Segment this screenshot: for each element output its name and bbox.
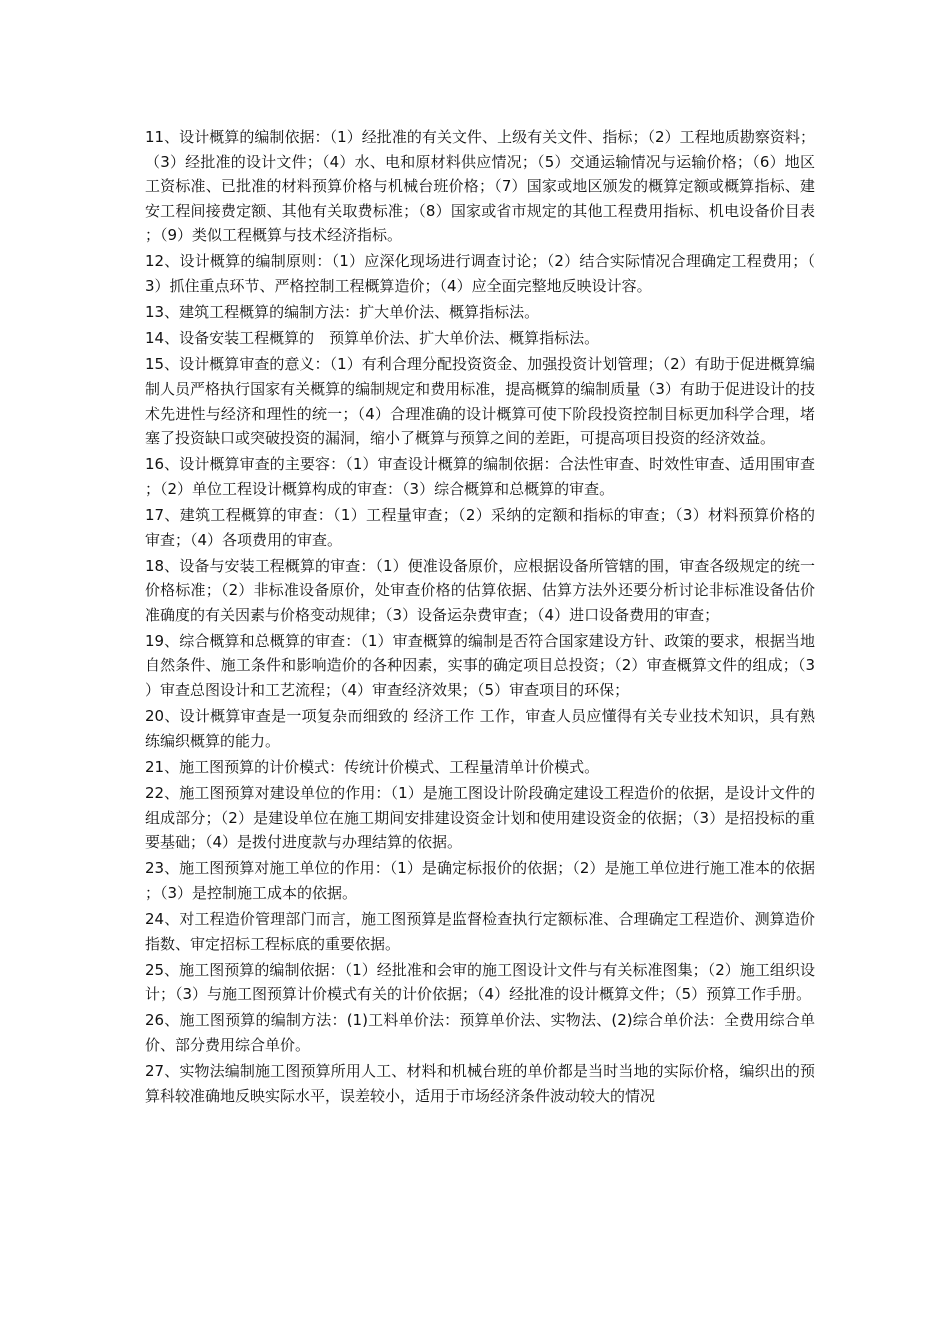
paragraph-22: 22、施工图预算对建设单位的作用：（1）是施工图设计阶段确定建设工程造价的依据，是设计文件的组成部分；（2）是建设单位在施工期间安排建设资金计划和使用建设资金的依据；（3）是招投标的重要基础；（4）是拨付进度款与办理结算的依据。 <box>145 783 815 852</box>
paragraph-21: 21、施工图预算的计价模式：传统计价模式、工程量清单计价模式。 <box>145 757 600 776</box>
paragraph-23: 23、施工图预算对施工单位的作用：（1）是确定标报价的依据；（2）是施工单位进行施工准本的依据；（3）是控制施工成本的依据。 <box>145 859 815 902</box>
paragraph-15: 15、设计概算审查的意义：（1）有利合理分配投资资金、加强投资计划管理；（2）有助于促进概算编制人员严格执行国家有关概算的编制规定和费用标准，提高概算的编制质量（3）有助于促进设计的技术先进性与经济和理性的统一；（4）合理准确的设计概算可使下阶段投资控制目标更加科学合理，堵塞了投资缺口或突破投资的漏洞，缩小了概算与预算之间的差距，可提高项目投资的经济效益。 <box>145 355 815 448</box>
paragraph-13: 13、建筑工程概算的编制方法：扩大单价法、概算指标法。 <box>145 303 540 322</box>
paragraph-19: 19、综合概算和总概算的审查：（1）审查概算的编制是否符合国家建设方针、政策的要求，根据当地自然条件、施工条件和影响造价的各种因素，实事的确定项目总投资；（2）审查概算文件的组成；（3）审查总图设计和工艺流程；（4）审查经济效果；（5）审查项目的环保； <box>145 631 815 700</box>
paragraph-20: 20、设计概算审查是一项复杂而细致的 经济工作 工作，审查人员应懂得有关专业技术知识，具有熟练编织概算的能力。 <box>145 707 815 750</box>
paragraph-18: 18、设备与安装工程概算的审查：（1）便准设备原价，应根据设备所管辖的围，审查各级规定的统一价格标准；（2）非标准设备原价，处审查价格的估算依据、估算方法外还要分析讨论非标准设备估价准确度的有关因素与价格变动规律；（3）设备运杂费审查；（4）进口设备费用的审查； <box>145 556 815 624</box>
paragraph-14: 14、设备安装工程概算的 预算单价法、扩大单价法、概算指标法。 <box>145 329 600 348</box>
paragraph-27: 27、实物法编制施工图预算所用人工、材料和机械台班的单价都是当时当地的实际价格，编织出的预算科较准确地反映实际水平，误差较小，适用于市场经济条件波动较大的情况 <box>145 1061 815 1105</box>
paragraph-12: 12、设计概算的编制原则：（1）应深化现场进行调查讨论；（2）结合实际情况合理确定工程费用；（3）抓住重点环节、严格控制工程概算造价；（4）应全面完整地反映设计容。 <box>145 252 815 296</box>
paragraph-26: 26、施工图预算的编制方法：(1)工料单价法：预算单价法、实物法、(2)综合单价法：全费用综合单价、部分费用综合单价。 <box>145 1011 815 1054</box>
paragraph-17: 17、建筑工程概算的审查：（1）工程量审查；（2）采纳的定额和指标的审查；（3）材料预算价格的审查；（4）各项费用的审查。 <box>145 505 815 549</box>
paragraph-24: 24、对工程造价管理部门而言，施工图预算是监督检查执行定额标准、合理确定工程造价、测算造价指数、审定招标工程标底的重要依据。 <box>145 909 815 953</box>
paragraph-16: 16、设计概算审查的主要容：（1）审查设计概算的编制依据：合法性审查、时效性审查、适用围审查；（2）单位工程设计概算构成的审查：（3）综合概算和总概算的审查。 <box>145 455 815 498</box>
paragraph-11: 11、设计概算的编制依据：（1）经批准的有关文件、上级有关文件、指标；（2）工程地质勘察资料；（3）经批准的设计文件；（4）水、电和原材料供应情况；（5）交通运输情况与运输价格；（6）地区工资标准、已批准的材料预算价格与机械台班价格；（7）国家或地区颁发的概算定额或概算指标、建安工程间接费定额、其他有关取费标准；（8）国家或省市规定的其他工程费用指标、机电设备价目表；（9）类似工程概算与技术经济指标。 <box>145 128 815 245</box>
paragraph-25: 25、施工图预算的编制依据：（1）经批准和会审的施工图设计文件与有关标准图集；（2）施工组织设计；（3）与施工图预算计价模式有关的计价依据；（4）经批准的设计概算文件；（5）预算工作手册。 <box>145 960 815 1004</box>
document-body <box>145 125 815 1110</box>
